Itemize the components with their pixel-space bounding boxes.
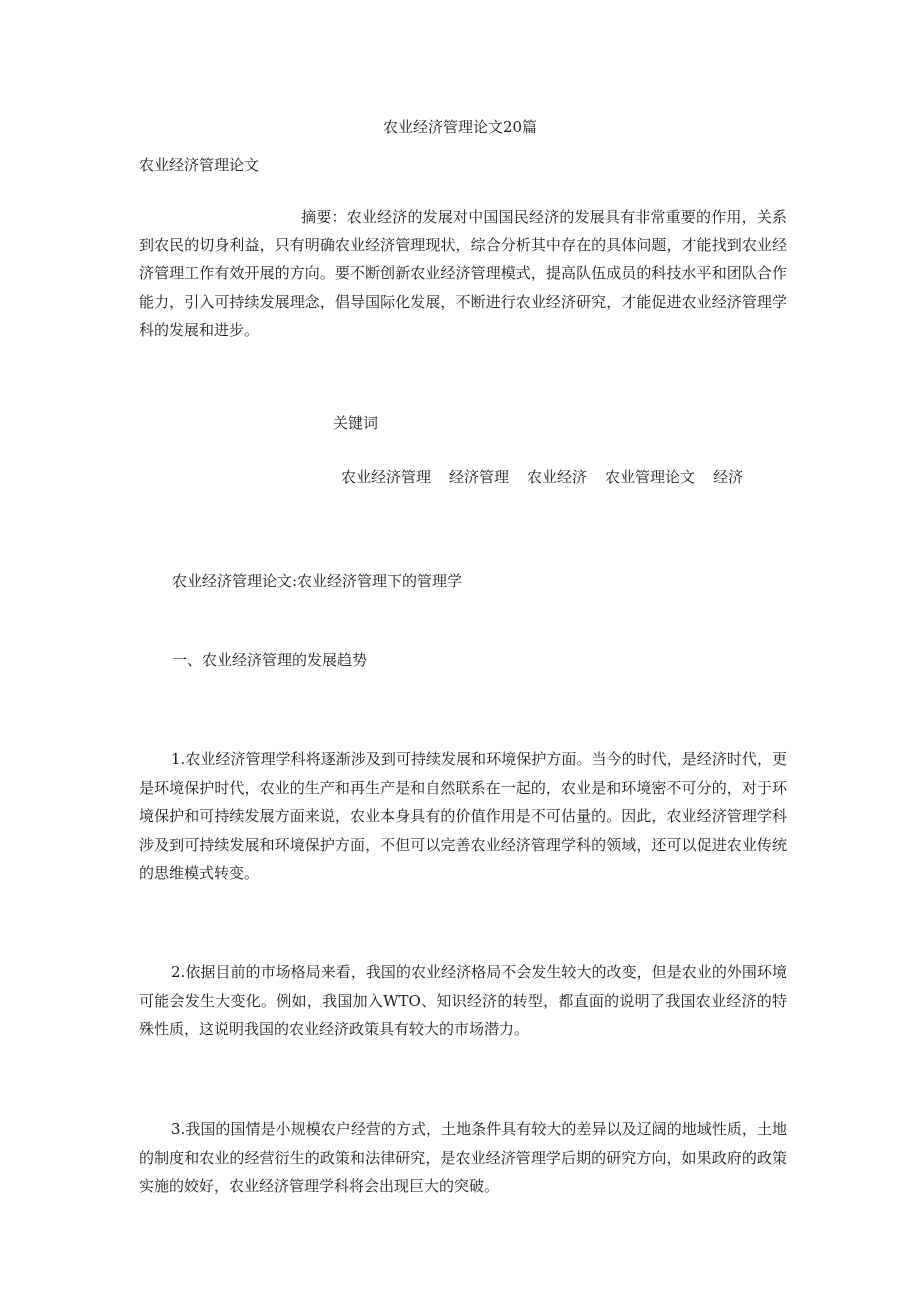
keyword: 经济管理 bbox=[449, 468, 510, 486]
keyword: 农业管理论文 bbox=[605, 468, 696, 486]
keyword: 农业经济管理 bbox=[341, 468, 432, 486]
keyword: 农业经济 bbox=[527, 468, 588, 486]
document-title: 农业经济管理论文20篇 bbox=[382, 118, 538, 136]
section-title: 农业经济管理论文:农业经济管理下的管理学 bbox=[172, 572, 463, 590]
section-heading: 一、农业经济管理的发展趋势 bbox=[172, 651, 368, 669]
paragraph: 1.农业经济管理学科将逐渐涉及到可持续发展和环境保护方面。当今的时代，是经济时代，更是环境保护时代，农业的生产和再生产是和自然联系在一起的，农业是和环境密不可分的，对于环境保护和可持续发展方面来说，农业本身具有的价值作用是不可估量的。因此，农业经济管理学科涉及到可持续发展和环境保护方面，不但可以完善农业经济管理学科的领域，还可以促进农业传统的思维模式转变。 bbox=[139, 750, 787, 882]
abstract bbox=[139, 203, 787, 344]
document-subtitle: 农业经济管理论文 bbox=[139, 156, 260, 174]
paragraph: 3.我国的国情是小规模农户经营的方式，土地条件具有较大的差异以及辽阔的地域性质，土地的制度和农业的经营衍生的政策和法律研究，是农业经济管理学后期的研究方向，如果政府的政策实施的姣好，农业经济管理学科将会出现巨大的突破。 bbox=[139, 1120, 787, 1195]
keywords-list bbox=[341, 466, 743, 487]
keyword: 经济 bbox=[713, 468, 744, 486]
keywords-label: 关键词 bbox=[333, 414, 379, 432]
abstract-text: 摘要：农业经济的发展对中国国民经济的发展具有非常重要的作用，关系到农民的切身利益，只有明确农业经济管理现状，综合分析其中存在的具体问题，才能找到农业经济管理工作有效开展的方向。要不断创新农业经济管理模式，提高队伍成员的科技水平和团队合作能力，引入可持续发展理念，倡导国际化发展，不断进行农业经济研究，才能促进农业经济管理学科的发展和进步。 bbox=[139, 208, 787, 339]
paragraph: 2.依据目前的市场格局来看，我国的农业经济格局不会发生较大的改变，但是农业的外围环境可能会发生大变化。例如，我国加入WTO、知识经济的转型，都直面的说明了我国农业经济的特殊性质，这说明我国的农业经济政策具有较大的市场潜力。 bbox=[139, 963, 787, 1038]
